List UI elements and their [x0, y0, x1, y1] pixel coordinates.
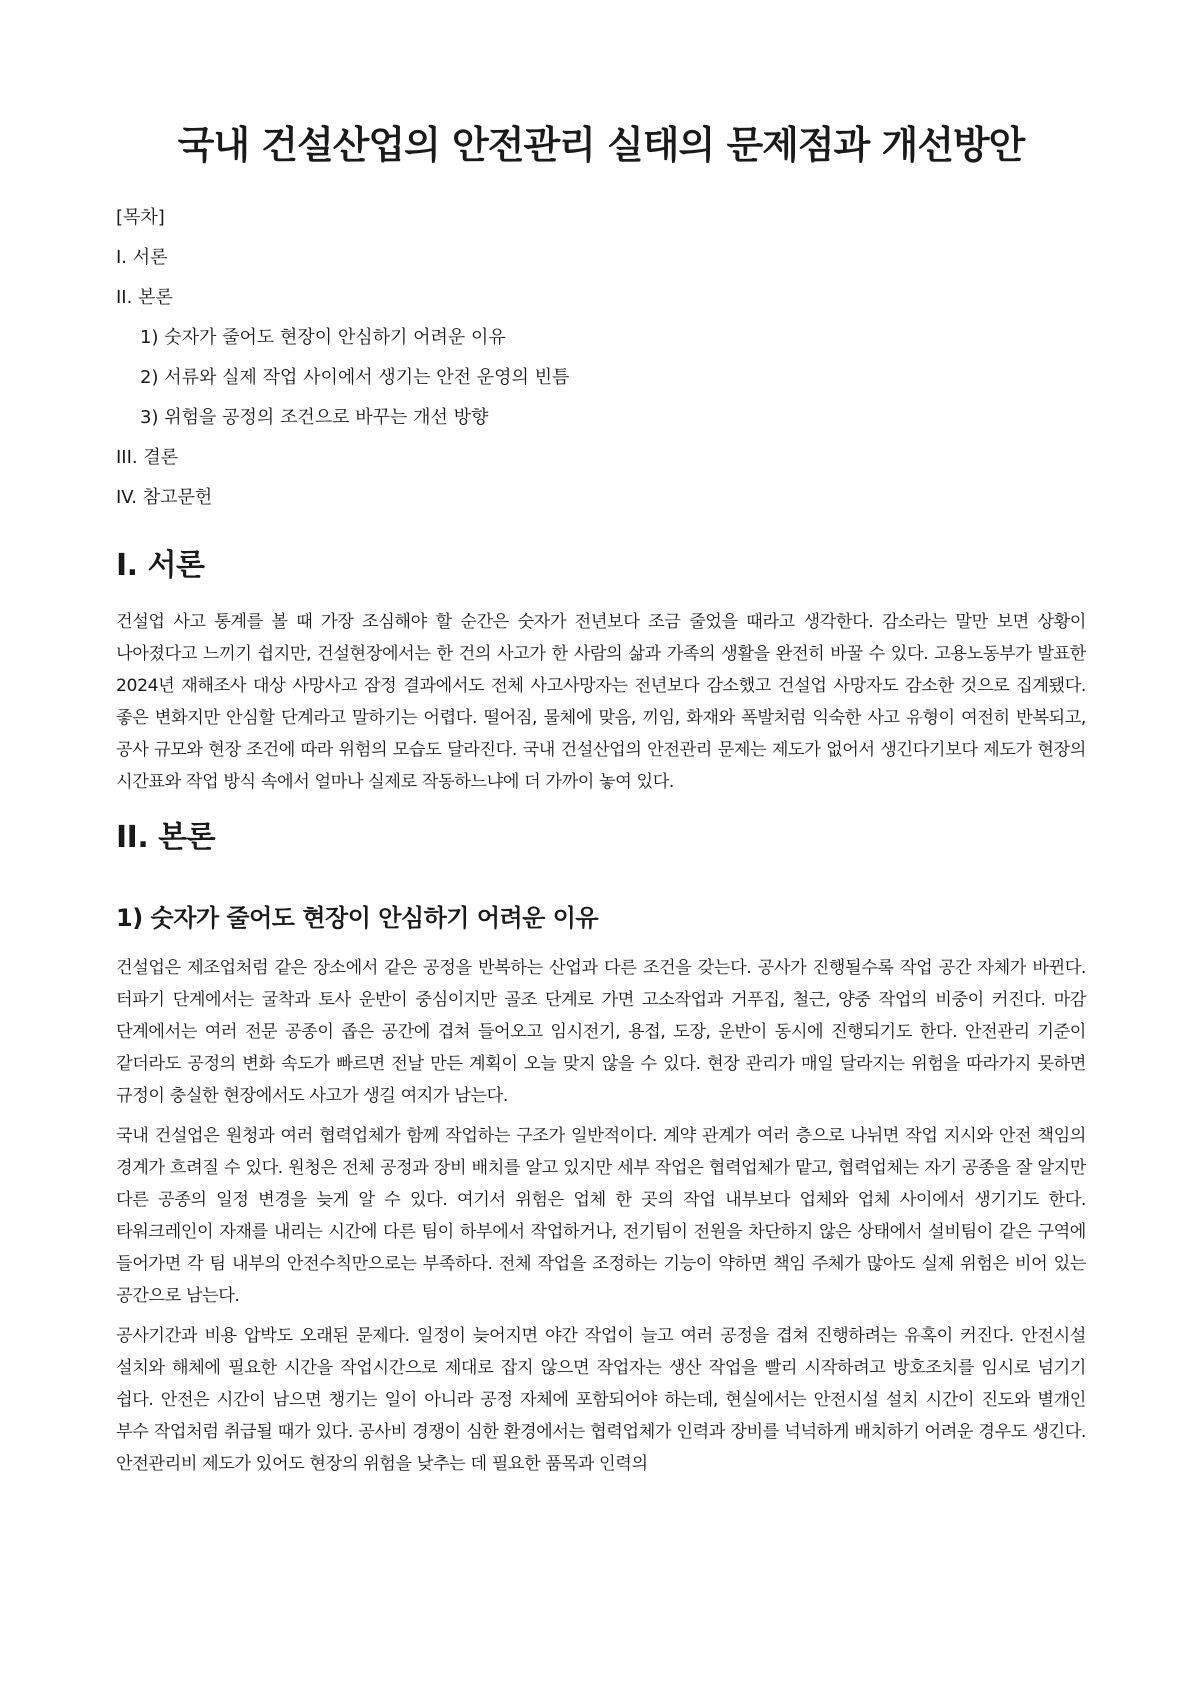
body-paragraph: 건설업은 제조업처럼 같은 장소에서 같은 공정을 반복하는 산업과 다른 조건을 갖는다. 공사가 진행될수록 작업 공간 자체가 바뀐다. 터파기 단계에서는 굴착과 토사 운반이 중심이지만 골조 단계로 가면 고소작업과 거푸집, 철근, 양중 작업의 비중이 커진다. 마감 단계에서는 여러 전문 공종이 좁은 공간에 겹쳐 들어오고 임시전기, 용접, 도장, 운반이 동시에 진행되기도 한다. 안전관리 기준이 같더라도 공정의 변화 속도가 빠르면 전날 만든 계획이 오늘 맞지 않을 수 있다. 현장 관리가 매일 달라지는 위험을 따라가지 못하면 규정이 충실한 현장에서도 사고가 생길 여지가 남는다.	[116, 958, 1086, 1106]
toc-item-subsection-2: 2) 서류와 실제 작업 사이에서 생기는 안전 운영의 빈틈	[140, 367, 570, 388]
body-paragraph: 국내 건설업은 원청과 여러 협력업체가 함께 작업하는 구조가 일반적이다. 계약 관계가 여러 층으로 나뉘면 작업 지시와 안전 책임의 경계가 흐려질 수 있다. 원청은 전체 공정과 장비 배치를 알고 있지만 세부 작업은 협력업체가 맡고, 협력업체는 자기 공종을 잘 알지만 다른 공종의 일정 변경을 늦게 알 수 있다. 여기서 위험은 업체 한 곳의 작업 내부보다 업체와 업체 사이에서 생기기도 한다. 타워크레인이 자재를 내리는 시간에 다른 팀이 하부에서 작업하거나, 전기팀이 전원을 차단하지 않은 상태에서 설비팀이 같은 구역에 들어가면 각 팀 내부의 안전수칙만으로는 부족하다. 전체 작업을 조정하는 기능이 약하면 책임 주체가 많아도 실제 위험은 비어 있는 공간으로 남는다.	[116, 1126, 1086, 1306]
subsection-heading-1: 1) 숫자가 줄어도 현장이 안심하기 어려운 이유	[116, 904, 599, 932]
toc-item-conclusion: III. 결론	[116, 447, 179, 468]
intro-paragraph: 건설업 사고 통계를 볼 때 가장 조심해야 할 순간은 숫자가 전년보다 조금 줄었을 때라고 생각한다. 감소라는 말만 보면 상황이 나아졌다고 느끼기 쉽지만, 건설현장에서는 한 건의 사고가 한 사람의 삶과 가족의 생활을 완전히 바꿀 수 있다. 고용노동부가 발표한 2024년 재해조사 대상 사망사고 잠정 결과에서도 전체 사고사망자는 전년보다 감소했고 건설업 사망자도 감소한 것으로 집계됐다. 좋은 변화지만 안심할 단계라고 말하기는 어렵다. 떨어짐, 물체에 맞음, 끼임, 화재와 폭발처럼 익숙한 사고 유형이 여전히 반복되고, 공사 규모와 현장 조건에 따라 위험의 모습도 달라진다. 국내 건설산업의 안전관리 문제는 제도가 없어서 생긴다기보다 제도가 현장의 시간표와 작업 방식 속에서 얼마나 실제로 작동하느냐에 더 가까이 놓여 있다.	[116, 612, 1086, 792]
toc-item-main-body: II. 본론	[116, 287, 173, 308]
body-paragraph: 공사기간과 비용 압박도 오래된 문제다. 일정이 늦어지면 야간 작업이 늘고 여러 공정을 겹쳐 진행하려는 유혹이 커진다. 안전시설 설치와 해체에 필요한 시간을 작업시간으로 제대로 잡지 않으면 작업자는 생산 작업을 빨리 시작하려고 방호조치를 임시로 넘기기 쉽다. 안전은 시간이 남으면 챙기는 일이 아니라 공정 자체에 포함되어야 하는데, 현실에서는 안전시설 설치 시간이 진도와 별개인 부수 작업처럼 취급될 때가 있다. 공사비 경쟁이 심한 환경에서는 협력업체가 인력과 장비를 넉넉하게 배치하기 어려운 경우도 생긴다. 안전관리비 제도가 있어도 현장의 위험을 낮추는 데 필요한 품목과 인력의	[116, 1326, 1086, 1474]
toc-item-introduction: I. 서론	[116, 247, 168, 268]
document-page	[116, 118, 1086, 1488]
toc-item-subsection-3: 3) 위험을 공정의 조건으로 바꾸는 개선 방향	[140, 407, 489, 428]
toc-item-references: IV. 참고문헌	[116, 487, 213, 508]
table-of-contents	[116, 198, 1086, 518]
section-heading-introduction: I. 서론	[116, 548, 205, 583]
section-heading-main-body: II. 본론	[116, 820, 216, 855]
toc-label: [목차]	[116, 207, 165, 228]
document-title: 국내 건설산업의 안전관리 실태의 문제점과 개선방안	[177, 123, 1025, 167]
toc-item-subsection-1: 1) 숫자가 줄어도 현장이 안심하기 어려운 이유	[140, 327, 506, 348]
